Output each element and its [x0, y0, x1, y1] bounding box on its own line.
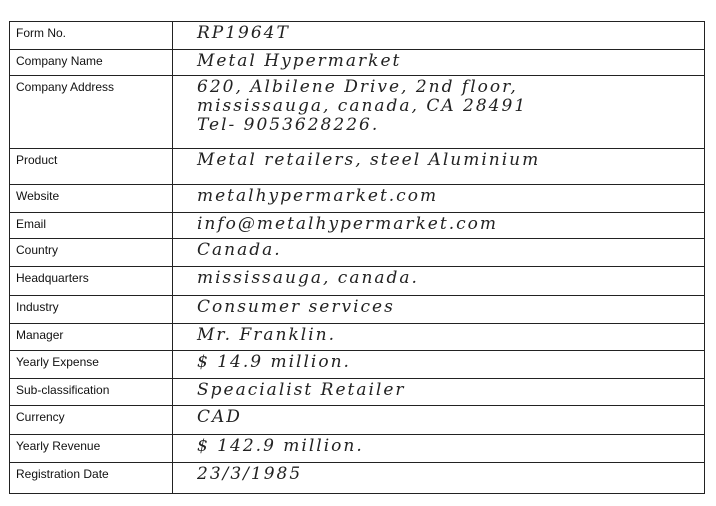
- address-line-2: mississauga, canada, CA 28491: [197, 96, 528, 117]
- headquarters-label: Headquarters: [10, 266, 173, 296]
- sub-classification-value: Speacialist Retailer: [173, 378, 705, 406]
- form-row-company-name: [10, 49, 705, 76]
- country-label: Country: [10, 239, 173, 267]
- form-row-manager: [10, 323, 705, 351]
- country-value: Canada.: [173, 239, 705, 267]
- company-address-label: Company Address: [10, 76, 173, 149]
- form-row-email: [10, 212, 705, 239]
- sub-classification-label: Sub-classification: [10, 378, 173, 406]
- form-row-company-address: [10, 76, 705, 149]
- address-line-1: 620, Albilene Drive, 2nd floor,: [197, 77, 518, 98]
- industry-label: Industry: [10, 296, 173, 324]
- yearly-revenue-label: Yearly Revenue: [10, 434, 173, 463]
- form-no-value: RP1964T: [173, 22, 705, 50]
- registration-date-label: Registration Date: [10, 463, 173, 494]
- registration-date-value: 23/3/1985: [173, 463, 705, 494]
- industry-value: Consumer services: [173, 296, 705, 324]
- currency-value: CAD: [173, 406, 705, 435]
- company-name-label: Company Name: [10, 49, 173, 76]
- form-row-industry: [10, 296, 705, 324]
- currency-label: Currency: [10, 406, 173, 435]
- form-row-product: [10, 149, 705, 185]
- form-row-currency: [10, 406, 705, 435]
- product-label: Product: [10, 149, 173, 185]
- form-row-country: [10, 239, 705, 267]
- manager-label: Manager: [10, 323, 173, 351]
- company-name-value: Metal Hypermarket: [173, 49, 705, 76]
- manager-value: Mr. Franklin.: [173, 323, 705, 351]
- form-row-form-no: [10, 22, 705, 50]
- company-address-value: [173, 76, 705, 149]
- form-row-sub-classification: [10, 378, 705, 406]
- yearly-expense-value: $ 14.9 million.: [173, 351, 705, 379]
- form-row-yearly-expense: [10, 351, 705, 379]
- product-value: Metal retailers, steel Aluminium: [173, 149, 705, 185]
- registration-form-table: [9, 21, 705, 494]
- yearly-revenue-value: $ 142.9 million.: [173, 434, 705, 463]
- headquarters-value: mississauga, canada.: [173, 266, 705, 296]
- website-label: Website: [10, 185, 173, 213]
- form-row-registration-date: [10, 463, 705, 494]
- address-line-3: Tel- 9053628226.: [197, 115, 380, 136]
- form-row-yearly-revenue: [10, 434, 705, 463]
- email-value: info@metalhypermarket.com: [173, 212, 705, 239]
- form-row-headquarters: [10, 266, 705, 296]
- form-row-website: [10, 185, 705, 213]
- website-value: metalhypermarket.com: [173, 185, 705, 213]
- yearly-expense-label: Yearly Expense: [10, 351, 173, 379]
- email-label: Email: [10, 212, 173, 239]
- form-no-label: Form No.: [10, 22, 173, 50]
